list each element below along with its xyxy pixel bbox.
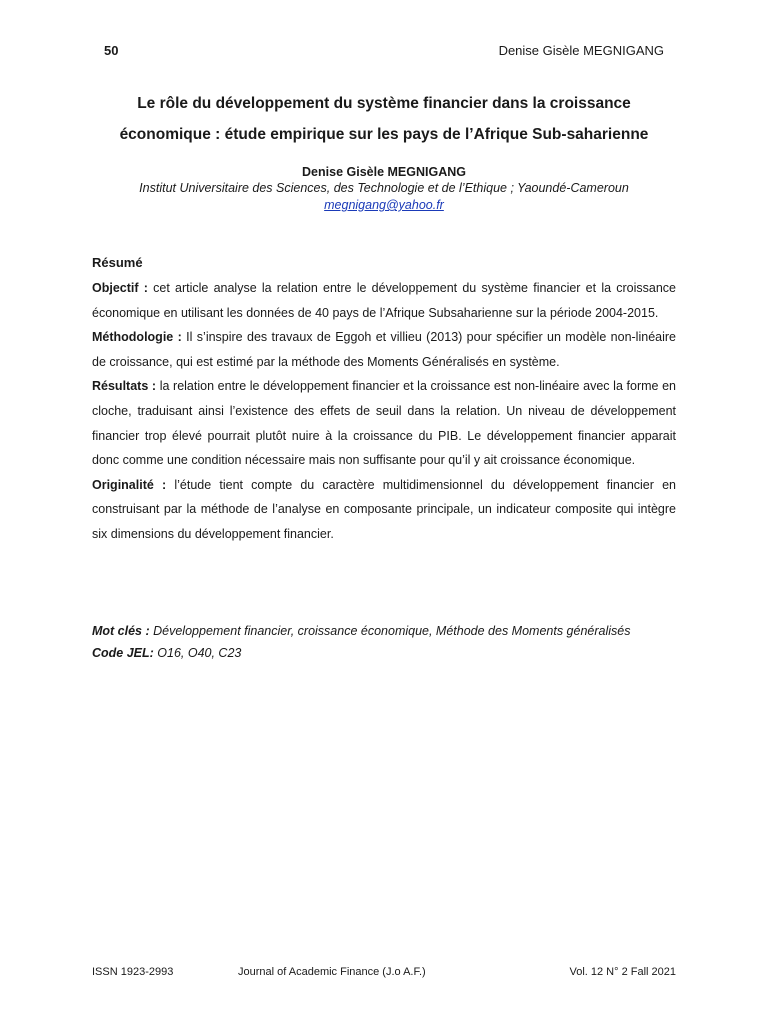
- author-name: Denise Gisèle MEGNIGANG: [302, 165, 466, 179]
- jel-line: [92, 642, 676, 664]
- title-line-1: Le rôle du développement du système financier dans la croissance: [137, 95, 631, 112]
- abstract-results-text: la relation entre le développement financier et la croissance est non-linéaire avec la forme en cloche, traduisant ainsi l’existence des effets de seuil dans la relation. Un niveau de développement financier trop élevé pourrait plutôt nuire à la croissance du PIB. Le développement financier apparait donc comme une condition nécessaire mais non suffisante pour qu’il y ait croissance économique.: [92, 379, 676, 468]
- author-block: [92, 164, 676, 214]
- article-title: [92, 88, 676, 150]
- footer-issn: ISSN 1923-2993: [92, 966, 174, 978]
- abstract-objective-label: Objectif :: [92, 281, 148, 295]
- abstract-objective: [92, 276, 676, 325]
- keywords-label: Mot clés :: [92, 624, 150, 638]
- author-email-link[interactable]: megnigang@yahoo.fr: [324, 198, 444, 212]
- abstract-methodology: [92, 325, 676, 374]
- page-number: 50: [104, 43, 119, 58]
- abstract-methodology-text: Il s’inspire des travaux de Eggoh et villieu (2013) pour spécifier un modèle non-linéaire de croissance, qui est estimé par la méthode des Moments Généralisés en système.: [92, 330, 676, 369]
- abstract-originality-text: l’étude tient compte du caractère multidimensionnel du développement financier en construisant par la méthode de l’analyse en composante principale, un indicateur composite qui intègre six dimensions du développement financier.: [92, 477, 677, 541]
- footer-volume: Vol. 12 N° 2 Fall 2021: [569, 966, 676, 978]
- author-affiliation: Institut Universitaire des Sciences, des Technologie et de l’Ethique ; Yaoundé-Cameroun: [139, 181, 629, 195]
- keywords-block: [92, 620, 676, 664]
- jel-label: Code JEL:: [92, 646, 154, 660]
- abstract-originality: [92, 473, 676, 547]
- abstract-originality-label: Originalité :: [92, 477, 167, 492]
- running-head: Denise Gisèle MEGNIGANG: [498, 43, 664, 58]
- abstract-heading: Résumé: [92, 255, 143, 270]
- abstract-body: [92, 276, 676, 547]
- footer-journal: Journal of Academic Finance (J.o A.F.): [238, 966, 426, 978]
- keywords-line: [92, 620, 676, 642]
- title-line-2: économique : étude empirique sur les pays de l’Afrique Sub-saharienne: [119, 126, 649, 143]
- keywords-value: Développement financier, croissance économique, Méthode des Moments généralisés: [149, 624, 631, 638]
- jel-value: O16, O40, C23: [153, 646, 242, 660]
- abstract-results-label: Résultats :: [92, 379, 157, 394]
- abstract-methodology-label: Méthodologie :: [92, 330, 182, 345]
- abstract-objective-text: cet article analyse la relation entre le développement du système financier et la croissance économique en utilisant les données de 40 pays de l’Afrique Subsaharienne sur la période 2004-2015.: [92, 281, 677, 320]
- abstract-results: [92, 374, 676, 472]
